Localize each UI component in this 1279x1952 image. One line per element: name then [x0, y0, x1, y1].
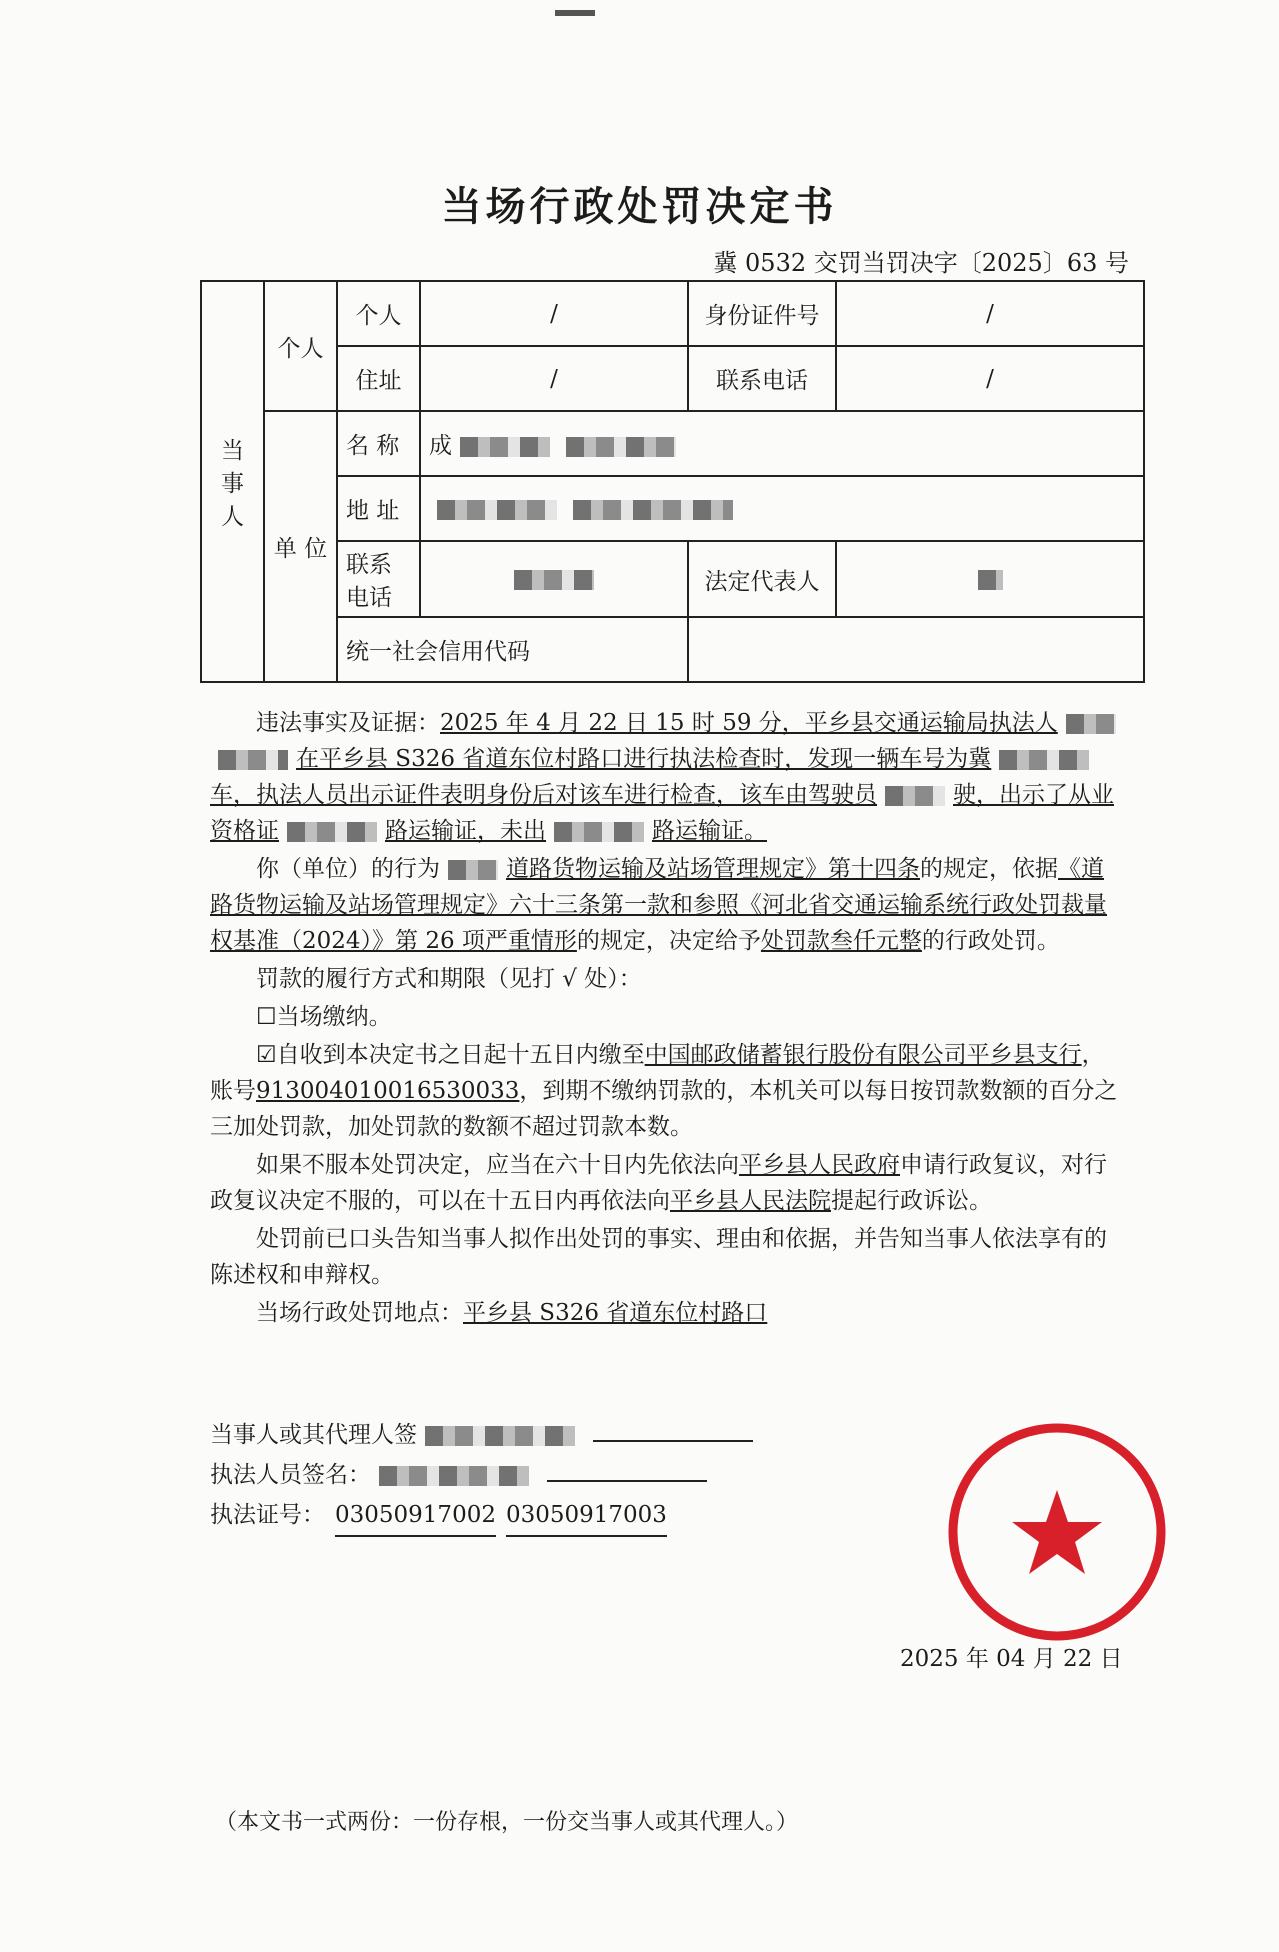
issue-date: 2025 年 04 月 22 日	[900, 1646, 1123, 1672]
decision-body	[210, 705, 1125, 1333]
legal-basis: 你（单位）的行为 道路货物运输及站场管理规定》第十四条的规定，依据《道路货物运输及站场管理规定》六十三条第一款和参照《河北省交通运输系统行政处罚裁量权基准（2024）》第 26 项严重情形的规定，决定给予处罚款叁仟元整的行政处罚。	[210, 856, 1107, 954]
name-value: 成	[420, 411, 1144, 476]
address-value: /	[420, 346, 688, 411]
notice-of-rights: 处罚前已口头告知当事人拟作出处罚的事实、理由和依据，并告知当事人依法享有的陈述权和申辩权。	[210, 1226, 1107, 1288]
document-number: 冀 0532 交罚当罚决字〔2025〕63 号	[713, 249, 1129, 277]
footnote: （本文书一式两份：一份存根，一份交当事人或其代理人。）	[215, 1810, 799, 1835]
person-label: 个人	[337, 281, 420, 346]
scan-mark	[555, 10, 595, 16]
officer-signature-row: 执法人员签名：	[210, 1455, 753, 1495]
party-signature-row: 当事人或其代理人签	[210, 1415, 753, 1455]
cert-number-1: 03050917002	[335, 1495, 496, 1537]
redaction	[287, 822, 377, 842]
legal-rep-value	[836, 541, 1144, 617]
id-label: 身份证件号	[688, 281, 836, 346]
document-title: 当场行政处罚决定书	[441, 184, 838, 230]
redaction	[425, 1426, 575, 1446]
appeal-notice: 如果不服本处罚决定，应当在六十日内先依法向平乡县人民政府申请行政复议，对行政复议决定不服的，可以在十五日内再依法向平乡县人民法院提起行政诉讼。	[210, 1152, 1107, 1214]
redaction	[514, 570, 594, 590]
phone-value: /	[836, 346, 1144, 411]
redaction	[566, 437, 676, 457]
unit-phone-label: 联系 电话	[337, 541, 420, 617]
redaction	[437, 500, 557, 520]
redaction	[460, 437, 550, 457]
individual-label: 个人	[264, 281, 337, 411]
credit-code-label: 统一社会信用代码	[337, 617, 688, 682]
signature-block	[210, 1415, 753, 1537]
redaction	[978, 570, 1003, 590]
unit-address-label: 地 址	[337, 476, 420, 541]
phone-label: 联系电话	[688, 346, 836, 411]
redaction	[218, 750, 288, 770]
violation-facts: 违法事实及证据：2025 年 4 月 22 日 15 时 59 分，平乡县交通运输局执法人在平乡县 S326 省道东位村路口进行执法检查时，发现一辆车号为冀车，执法人员出示证件表明身份后对该车进行检查，该车由驾驶员 驶，出示了从业资格证 路运输证，未出 路运输证。	[210, 710, 1114, 844]
unit-label: 单 位	[264, 411, 337, 682]
redaction	[379, 1466, 529, 1486]
id-value: /	[836, 281, 1144, 346]
address-label: 住址	[337, 346, 420, 411]
person-value: /	[420, 281, 688, 346]
unit-phone-value	[420, 541, 688, 617]
redaction	[573, 500, 733, 520]
redaction	[554, 822, 644, 842]
unit-address-value	[420, 476, 1144, 541]
penalty-place: 当场行政处罚地点：平乡县 S326 省道东位村路口	[256, 1300, 768, 1326]
name-label: 名 称	[337, 411, 420, 476]
party-label: 当事人	[201, 281, 264, 682]
payment-option-onsite: ☐当场缴纳。	[256, 1004, 392, 1030]
redaction	[885, 786, 945, 806]
cert-number-2: 03050917003	[506, 1495, 667, 1537]
official-seal	[945, 1420, 1170, 1645]
legal-rep-label: 法定代表人	[688, 541, 836, 617]
redaction	[448, 860, 498, 880]
party-info-table	[200, 280, 1145, 683]
party-signature-line	[593, 1440, 753, 1442]
cert-number-row: 执法证号： 03050917002 03050917003	[210, 1495, 753, 1537]
payment-option-bank: ☑自收到本决定书之日起十五日内缴至中国邮政储蓄银行股份有限公司平乡县支行，账号913004010016530033，到期不缴纳罚款的，本机关可以每日按罚款数额的百分之三加处罚款，加处罚款的数额不超过罚款本数。	[210, 1042, 1118, 1140]
officer-signature-line	[547, 1480, 707, 1482]
payment-method-heading: 罚款的履行方式和期限（见打 √ 处）：	[256, 966, 642, 992]
redaction	[1066, 714, 1116, 734]
redaction	[999, 750, 1089, 770]
credit-code-value	[688, 617, 1144, 682]
